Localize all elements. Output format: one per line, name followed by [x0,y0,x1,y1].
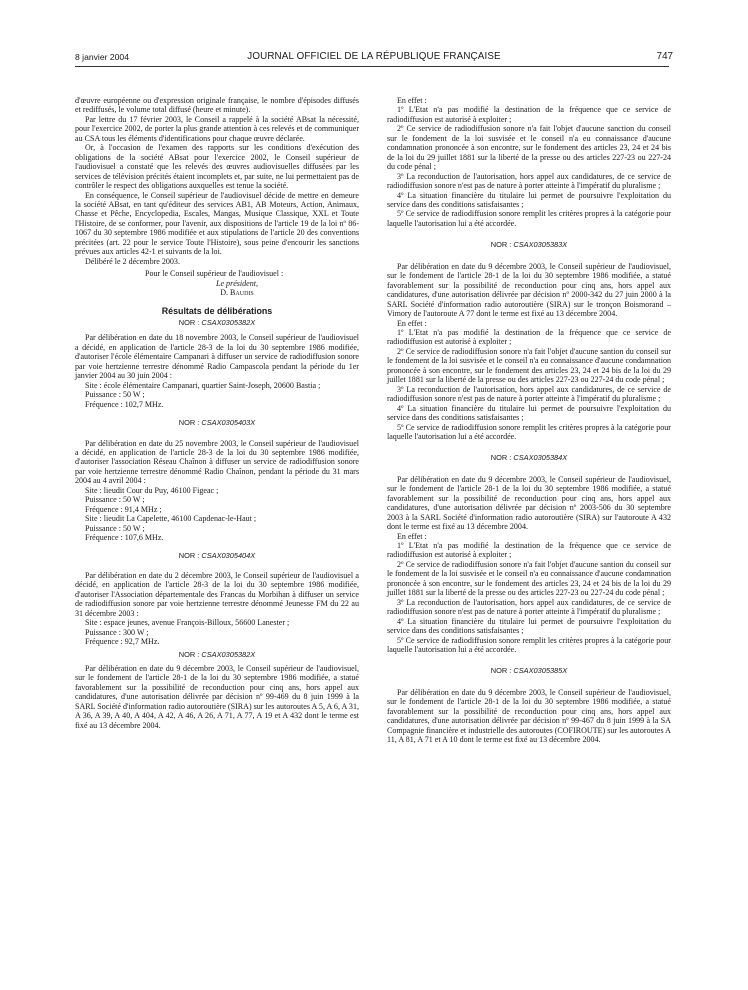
page-header [0,50,748,66]
section-heading: Résultats de délibérations [161,305,273,316]
nor-reference: NOR : CSAX0305404X [178,551,256,561]
paragraph: 2º Ce service de radiodiffusion sonore n'a fait l'objet d'aucune santion du conseil sur le fondement de la loi susvisée et le conseil n'a eu connaissance d'aucune condamnation prononcée à son encontre, sur le fondement des articles 23, 24 et 24 bis de la loi du 29 juillet 1881 sur la liberté de la presse ou des articles 227-23 ou 227-24 du code pénal ; [387,346,671,385]
header-rule [75,66,669,67]
right-column [387,96,671,745]
paragraph: Par délibération en date du 25 novembre 2003, le Conseil supérieur de l'audiovisuel a décidé, en application de l'article 28-3 de la loi du 30 septembre 1986 modifiée, d'autoriser l'association Réseau Chaînon à diffuser un service de radiodiffusion sonore par voie hertzienne terrestre dénommé Radio Chaînon, pendant la période du 31 mars 2004 au 4 avril 2004 : [75,438,359,486]
left-column [75,96,359,730]
paragraph: 4º La situation financière du titulaire lui permet de poursuivre l'exploitation du service dans des conditions satisfaisantes ; [387,616,671,636]
paragraph: Par délibération en date du 9 décembre 2003, le Conseil supérieur de l'audiovisuel, sur le fondement de l'article 28-1 de la loi du 30 septembre 1986 modifiée, a statué favorablement sur la possibilité de reconduction pour cinq ans, hors appel aux candidatures, d'une autorisation délivrée par décision nº 2000-342 du 27 juin 2000 à la SARL Société d'information radio autoroutière (SIRA) sur le tronçon Boismorand – Vimory de l'autoroute A 77 dont le terme est fixé au 13 décembre 2004. [387,261,671,319]
paragraph: En conséquence, le Conseil supérieur de l'audiovisuel décide de mettre en demeure la société ABsat, en tant qu'éditeur des services AB1, AB Moteurs, Action, Animaux, Chasse et Pêche, Encyclopedia, Escales, Mangas, Musique Classique, XXL et Toute l'Histoire, de se conformer, pour l'avenir, aux dispositions de l'article 19 de la loi nº 86-1067 du 30 septembre 1986 modifiée et aux stipulations de l'article 20 des conventions précitées (art. 22 pour le service Toute l'Histoire), sous peine d'encourir les sanctions prévues aux articles 42-1 et suivants de la loi. [75,190,359,257]
list-item: Fréquence : 102,7 MHz. [85,399,164,409]
nor-reference: NOR : CSAX0305384X [490,453,568,463]
nor-reference: NOR : CSAX0305382X [178,317,256,327]
nor-reference: NOR : CSAX0305382X [178,649,256,659]
page-number: 747 [656,51,673,62]
list-item: Fréquence : 92,7 MHz. [85,637,160,647]
paragraph: 1º L'Etat n'a pas modifié la destination de la fréquence que ce service de radiodiffusion est autorisé à exploiter ; [387,327,671,347]
paragraph: 4º La situation financière du titulaire lui permet de poursuivre l'exploitation du service dans des conditions satisfaisantes ; [387,403,671,423]
list-item: Site : école élémentaire Campanari, quartier Saint-Joseph, 20600 Bastia ; [85,380,321,390]
paragraph: 2º Ce service de radiodiffusion sonore n'a fait l'objet d'aucune santion du conseil sur le fondement de la loi susvisée et le conseil n'a eu connaissance d'aucune condamnation prononcée à son encontre, sur le fondement des articles 23, 24 et 24 bis de la loi du 29 juillet 1881 sur la liberté de la presse ou des articles 227-23 ou 227-24 du code pénal ; [387,559,671,598]
paragraph: En effet : [397,531,427,541]
paragraph: Délibéré le 2 décembre 2003. [85,256,180,266]
paragraph: Or, à l'occasion de l'examen des rapports sur les conditions d'exécution des obligations de la société ABsat pour l'exercice 2002, le Conseil supérieur de l'audiovisuel a constaté que les relevés des œuvres audiovisuelles diffusées par les services de télévision précités étaient incomplets et, par suite, ne lui permettaient pas de contrôler le respect des obligations auxquelles est tenue la société. [75,143,359,191]
list-item: Site : lieudit La Capelette, 46100 Capdenac-le-Haut ; [85,514,257,524]
list-item: Fréquence : 91,4 MHz ; [85,504,162,514]
list-item: Fréquence : 107,6 MHz. [85,533,164,543]
header-date: 8 janvier 2004 [75,52,129,62]
paragraph: 3º La reconduction de l'autorisation, hors appel aux candidatures, de ce service de radiodiffusion sonore n'est pas de nature à porter atteinte à l'impératif du pluralisme ; [387,384,671,404]
nor-reference: NOR : CSAX0305385X [490,666,568,676]
journal-title: JOURNAL OFFICIEL DE LA RÉPUBLIQUE FRANÇAISE [247,51,501,62]
list-item: Puissance : 50 W ; [85,390,145,400]
signature-line: Pour le Conseil supérieur de l'audiovisuel : [145,269,284,279]
paragraph: 5º Ce service de radiodiffusion sonore remplit les critères propres à la catégorie pour laquelle l'autorisation lui a été accordée. [387,635,671,655]
paragraph: Par délibération en date du 2 décembre 2003, le Conseil supérieur de l'audiovisuel a décidé, en application de l'article 28-3 de la loi du 30 septembre 1986 modifiée, d'autoriser l'Association départementale des Francas du Morbihan à diffuser un service de radiodiffusion sonore par voie hertzienne terrestre dénommé Jeunesse FM du 22 au 31 décembre 2003 : [75,570,359,618]
list-item: Puissance : 300 W ; [85,627,149,637]
paragraph: 3º La reconduction de l'autorisation, hors appel aux candidatures, de ce service de radiodiffusion sonore n'est pas de nature à porter atteinte à l'impératif du pluralisme ; [387,597,671,617]
paragraph: En effet : [397,96,427,105]
paragraph: Par délibération en date du 9 décembre 2003, le Conseil supérieur de l'audiovisuel, sur le fondement de l'article 28-1 de la loi du 30 septembre 1986 modifiée, a statué favorablement sur la possibilité de reconduction pour cinq ans, hors appel aux candidatures, d'une autorisation délivrée par décision nº 99-469 du 8 juin 1999 à la SARL Société d'information radio autoroutière (SIRA) sur les autoroutes A 5, A 6, A 31, A 36, A 39, A 40, A 404, A 42, A 46, A 26, A 71, A 77, A 19 et A 432 dont le terme est fixé au 13 décembre 2004. [75,664,359,730]
paragraph: 5º Ce service de radiodiffusion sonore remplit les critères propres à la catégorie pour laquelle l'autorisation lui a été accordée. [387,209,671,228]
paragraph: d'œuvre européenne ou d'expression originale française, le nombre d'épisodes diffusés et rediffusés, le volume total diffusé (heure et minute). [75,96,359,115]
paragraph: Par lettre du 17 février 2003, le Conseil a rappelé à la société ABsat la nécessité, pour l'exercice 2002, de porter la plus grande attention à ces relevés et de communiquer au CSA tous les éléments d'identifications pour chaque œuvre déclarée. [75,114,359,143]
nor-reference: NOR : CSAX0305403X [178,418,256,428]
paragraph: Par délibération en date du 18 novembre 2003, le Conseil supérieur de l'audiovisuel a décidé, en application de l'article 28-3 de la loi du 30 septembre 1986 modifiée, d'autoriser l'école élémentaire Campanari à diffuser un service de radiodiffusion sonore par voie hertzienne terrestre dénommé Radio Campascola pendant la période du 1er janvier 2004 au 30 juin 2004 : [75,333,359,381]
paragraph: Par délibération en date du 9 décembre 2003, le Conseil supérieur de l'audiovisuel, sur le fondement de l'article 28-1 de la loi du 30 septembre 1986 modifiée, a statué favorablement sur la possibilité de reconduction pour cinq ans, hors appel aux candidatures, d'une autorisation délivrée par décision nº 99-467 du 8 juin 1999 à la SA Compagnie financière et industrielle des autoroutes (COFIROUTE) sur les autoroutes A 11, A 81, A 71 et A 10 dont le terme est fixé au 13 décembre 2004. [387,687,671,745]
list-item: Puissance : 50 W ; [85,495,145,505]
paragraph: Par délibération en date du 9 décembre 2003, le Conseil supérieur de l'audiovisuel, sur le fondement de l'article 28-1 de la loi du 30 septembre 1986 modifiée, a statué favorablement sur la possibilité de reconduction pour cinq ans, hors appel aux candidatures, d'une autorisation délivrée par décision nº 2003-506 du 30 septembre 2003 à la SARL Société d'information radio autoroutière (SIRA) sur l'autoroute A 432 dont le terme est fixé au 13 décembre 2004. [387,474,671,532]
list-item: Site : lieudit Cour du Puy, 46100 Figeac ; [85,485,219,495]
signature-name: D. Baudis [220,288,254,298]
paragraph: 2º Ce service de radiodiffusion sonore n'a fait l'objet d'aucune sanction du conseil sur le fondement de la loi susvisée et le conseil n'a eu connaissance d'aucune condamnation prononcée à son encontre, sur le fondement des articles 23, 24 et 24 bis de la loi du 29 juillet 1881 sur la liberté de la presse ou des articles 227-23 ou 227-24 du code pénal ; [387,124,671,172]
paragraph: 5º Ce service de radiodiffusion sonore remplit les critères propres à la catégorie pour laquelle l'autorisation lui a été accordée. [387,422,671,441]
paragraph: 4º La situation financière du titulaire lui permet de poursuivre l'exploitation du service dans des conditions satisfaisantes ; [387,190,671,209]
paragraph: 1º L'Etat n'a pas modifié la destination de la fréquence que ce service de radiodiffusion est autorisé à exploiter ; [387,105,671,124]
signature-title: Le président, [215,278,259,288]
nor-reference: NOR : CSAX0305383X [490,240,568,250]
list-item: Puissance : 50 W ; [85,523,145,533]
paragraph: En effet : [397,318,427,328]
paragraph: 1º L'Etat n'a pas modifié la destination de la fréquence que ce service de radiodiffusion est autorisé à exploiter ; [387,541,671,560]
list-item: Site : espace jeunes, avenue François-Billoux, 56600 Lanester ; [85,618,290,628]
paragraph: 3º La reconduction de l'autorisation, hors appel aux candidatures, de ce service de radiodiffusion sonore n'est pas de nature à porter atteinte à l'impératif du pluralisme ; [387,171,671,191]
